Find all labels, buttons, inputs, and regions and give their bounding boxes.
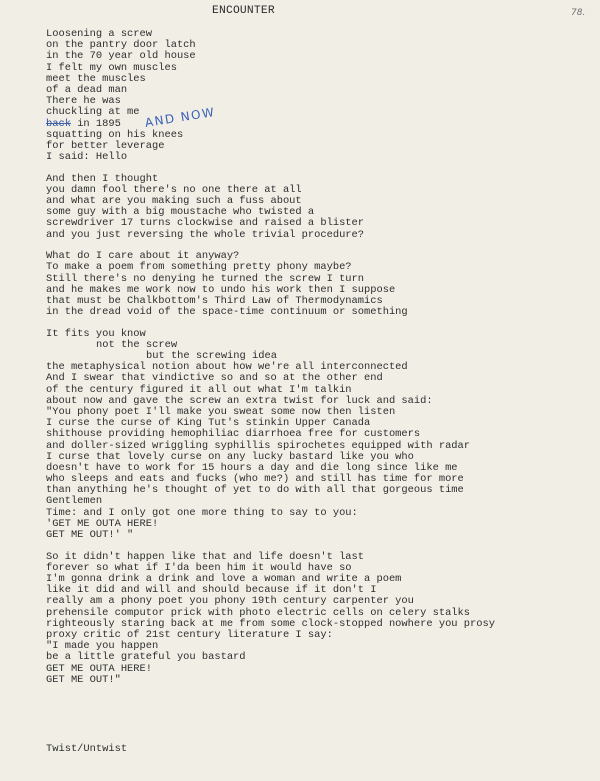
poem-line-text: To make a poem from something pretty phony maybe?	[46, 261, 352, 274]
poem-line-text: than anything he's thought of yet to do with all that gorgeous time	[46, 484, 464, 497]
poem-line-text: doesn't have to work for 15 hours a day and die long since like me	[46, 461, 458, 474]
poem-ending: Twist/Untwist	[46, 743, 128, 755]
poem-line-text: in the dread void of the space-time continuum or something	[46, 306, 408, 319]
poem-line	[46, 664, 594, 675]
poem-line-text: "I made you happen	[46, 640, 159, 653]
poem-line-text: the metaphysical notion about how we're all interconnected	[46, 361, 408, 374]
poem-line-text: And then I thought	[46, 172, 159, 185]
poem-title: ENCOUNTER	[212, 5, 275, 17]
poem-line-text: and what are you making such a fuss about	[46, 195, 302, 208]
poem-line-text: GET ME OUT!' "	[46, 529, 134, 542]
poem-line-text: of the century figured it all out what I'm talkin	[46, 383, 352, 396]
poem-line-text: screwdriver 17 turns clockwise and raised a blister	[46, 217, 365, 230]
poem-line-text: I curse the curse of King Tut's stinkin Upper Canada	[46, 417, 371, 430]
poem-line-text: chuckling at me	[46, 106, 140, 119]
poem-body	[46, 29, 594, 686]
poem-line-text: righteously staring back at me from some clock-stopped nowhere you prosy	[46, 617, 495, 630]
poem-line	[46, 530, 594, 541]
poem-line	[46, 85, 594, 96]
poem-line-text: but the screwing idea	[146, 350, 277, 363]
poem-line-text: in 1895	[70, 117, 121, 130]
poem-line-text: about now and gave the screw an extra twist for luck and said:	[46, 394, 433, 407]
poem-line-text: and doller-sized wriggling syphillis spirochetes equipped with radar	[46, 439, 471, 452]
poem-line-text: for better leverage	[46, 139, 165, 152]
poem-line-text: that must be Chalkbottom's Third Law of Thermodynamics	[46, 294, 383, 307]
poem-line	[46, 230, 594, 241]
poem-line-text: you damn fool there's no one there at all	[46, 183, 302, 196]
poem-line-text: It fits you know	[46, 327, 146, 340]
poem-line-text: There he was	[46, 95, 121, 108]
struck-word: back	[46, 117, 71, 130]
poem-line-text: So it didn't happen like that and life doesn't last	[46, 550, 365, 563]
poem-line-text: and he makes me work now to undo his work then I suppose	[46, 283, 396, 296]
poem-line-text: on the pantry door latch	[46, 39, 196, 52]
poem-line-text: Gentlemen	[46, 495, 103, 508]
poem-line	[46, 141, 594, 152]
poem-line-text: some guy with a big moustache who twisted a	[46, 206, 315, 219]
poem-line	[46, 74, 594, 85]
handwritten-note: AND NOW	[143, 104, 217, 130]
poem-line-text: proxy critic of 21st century literature I say:	[46, 628, 333, 641]
poem-line-text: I said: Hello	[46, 151, 128, 164]
poem-line-text: And I swear that vindictive so and so at the other end	[46, 372, 383, 385]
poem-line-text: I curse that lovely curse on any lucky bastard like you who	[46, 450, 414, 463]
poem-line-text: really am a phony poet you phony 19th century carpenter you	[46, 595, 414, 608]
poem-line-text: I'm gonna drink a drink and love a woman and write a poem	[46, 573, 402, 585]
poem-line-text: be a little grateful you bastard	[46, 651, 246, 664]
poem-line	[46, 485, 594, 496]
poem-line	[46, 307, 594, 318]
poem-line-text: and you just reversing the whole trivial procedure?	[46, 228, 365, 241]
poem-line-text: of a dead man	[46, 83, 128, 96]
poem-line-text: meet the muscles	[46, 72, 146, 85]
poem-line-text: Still there's no denying he turned the screw I turn	[46, 272, 365, 285]
poem-line-text: Loosening a screw	[46, 28, 153, 40]
poem-line-text: in the 70 year old house	[46, 50, 196, 63]
poem-line	[46, 107, 594, 118]
poem-line-text: GET ME OUT!"	[46, 673, 121, 686]
poem-line-text: GET ME OUTA HERE!	[46, 662, 153, 675]
poem-line-text: forever so what if I'da been him it would have so	[46, 561, 352, 574]
poem-line-text: What do I care about it anyway?	[46, 250, 240, 263]
poem-line-text: like it did and will and should because if it don't I	[46, 584, 377, 597]
poem-line-text: who sleeps and eats and fucks (who me?) and still has time for more	[46, 473, 464, 486]
poem-line	[46, 340, 594, 351]
poem-line-text: I felt my own muscles	[46, 61, 177, 74]
poem-line-text: "You phony poet I'll make you sweat some now then listen	[46, 405, 396, 418]
poem-line-text: shithouse providing hemophiliac diarrhoea free for customers	[46, 428, 421, 441]
poem-line	[46, 675, 594, 686]
page-number: 78.	[571, 8, 586, 18]
poem-line-text: squatting on his knees	[46, 128, 184, 141]
poem-line-text: Time: and I only got one more thing to say to you:	[46, 506, 358, 519]
poem-line-text: 'GET ME OUTA HERE!	[46, 517, 159, 530]
poem-line	[46, 152, 594, 163]
poem-line-text: prehensile computor prick with photo electric cells on celery stalks	[46, 606, 471, 619]
poem-line-text: not the screw	[96, 338, 178, 351]
